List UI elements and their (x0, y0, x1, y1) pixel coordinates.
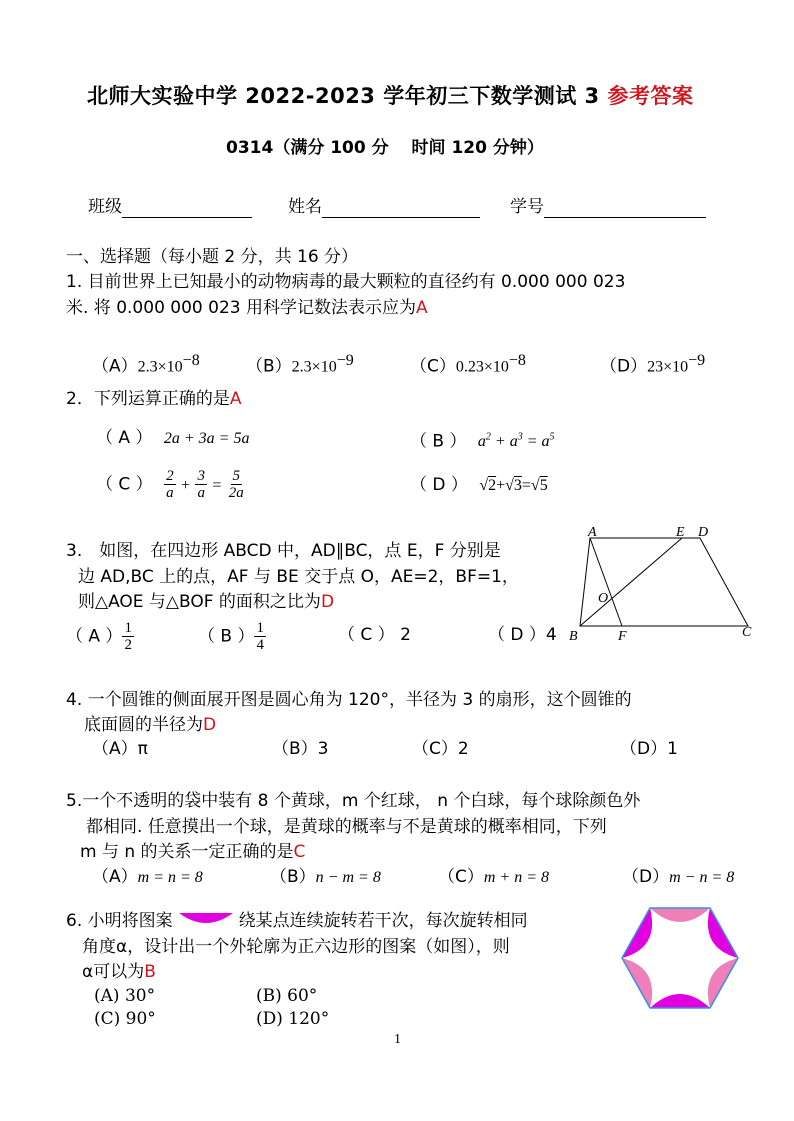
q4-answer: D (203, 715, 217, 735)
q3-opt-b-den: 4 (256, 637, 264, 653)
page-subtitle: 0314（满分 100 分 时间 120 分钟） (226, 138, 544, 158)
q1-line2 (66, 297, 428, 319)
q3-opt-a-den: 2 (124, 637, 132, 653)
label-o: O (598, 591, 609, 606)
q6-line1-pre: 6. 小明将图案 (66, 911, 173, 931)
q1-opt-b-exp: −9 (336, 352, 354, 369)
q5-option-d[interactable] (622, 866, 734, 889)
q1-opt-d-label: （D） (600, 356, 648, 377)
student-id-label: 学号 (510, 197, 544, 217)
q2-opt-b-label: （ B ） (410, 431, 467, 452)
name-label: 姓名 (288, 197, 322, 217)
q1-opt-a-exp: −8 (182, 352, 200, 369)
q3-option-b[interactable] (198, 620, 266, 653)
q3-line3 (78, 591, 334, 613)
q1-opt-a-label: （A） (92, 356, 138, 377)
q3-line2: 边 AD,BC 上的点，AF 与 BE 交于点 O，AE=2，BF=1， (78, 567, 519, 587)
q2-opt-b-expr: $a^2 + a^3 = a^5$ (477, 432, 555, 451)
q2-opt-d-expr: √2+√3=√5 (479, 477, 548, 494)
page-number: 1 (394, 1032, 401, 1047)
label-b: B (569, 629, 578, 644)
q3-option-c[interactable]: （ C ） 2 (338, 625, 411, 645)
q4-option-d[interactable]: （D）1 (620, 739, 678, 759)
label-a: A (588, 525, 597, 540)
q1-line2-text: 米. 将 0.000 000 023 用科学记数法表示应为 (66, 298, 416, 318)
q2-opt-d-label: （ D ） (410, 475, 468, 495)
q1-opt-b-label: （B） (246, 356, 292, 377)
title-main: 北师大实验中学 2022-2023 学年初三下数学测试 3 (87, 84, 608, 108)
q5-opt-b-label: （B） (270, 867, 316, 887)
q5-opt-c-expr: m + n = 8 (483, 869, 550, 886)
q2-stem (66, 388, 241, 410)
name-blank[interactable] (322, 201, 480, 218)
q3-opt-a-label: （ A ） (66, 626, 123, 647)
class-field[interactable] (88, 196, 252, 218)
q2-option-b[interactable] (410, 427, 554, 453)
class-label: 班级 (88, 197, 122, 217)
label-c: C (742, 625, 752, 640)
q5-line1: 5.一个不透明的袋中装有 8 个黄球，m 个红球， n 个白球，每个球除颜色外 (66, 791, 641, 811)
q1-opt-b-base: 2.3×10 (291, 358, 337, 376)
q4-option-a[interactable]: （A）π (92, 739, 148, 759)
q6-hexagon-figure (618, 902, 742, 1014)
q5-line3-text: m 与 n 的关系一定正确的是 (80, 842, 294, 862)
q3-opt-b-num: 1 (256, 620, 264, 636)
hexagon-outline (622, 908, 738, 1008)
q4-line2 (84, 714, 216, 736)
q2-opt-c-label: （ C ） (96, 474, 153, 495)
q6-line1 (66, 910, 528, 932)
q6-answer: B (144, 962, 156, 982)
hexagon-petals (622, 908, 738, 1008)
section-heading: 一、选择题（每小题 2 分，共 16 分） (66, 247, 359, 267)
q1-option-c[interactable] (410, 350, 526, 379)
q1-option-b[interactable] (246, 350, 354, 379)
q3-line3-text: 则△AOE 与△BOF 的面积之比为 (78, 592, 321, 612)
q2-option-c[interactable] (96, 468, 246, 501)
q2-option-d[interactable] (410, 474, 548, 497)
q3-opt-b-label: （ B ） (198, 626, 255, 647)
q3-answer: D (320, 592, 335, 612)
quad-abcd (580, 538, 748, 626)
q1-opt-d-base: 23×10 (647, 358, 689, 376)
q6-line3 (82, 961, 156, 983)
student-id-field[interactable] (510, 196, 706, 218)
q3-option-a[interactable] (66, 620, 134, 653)
label-f: F (618, 629, 627, 644)
q6-line1-post: 绕某点连续旋转若干次，每次旋转相同 (238, 911, 528, 931)
q6-option-d[interactable]: (D) 120° (256, 1009, 330, 1029)
title-answer-label: 参考答案 (607, 84, 694, 108)
petal-motif-icon (177, 911, 235, 931)
q4-option-c[interactable]: （C）2 (412, 739, 469, 759)
q4-option-b[interactable]: （B）3 (272, 739, 329, 759)
q6-option-c[interactable]: (C) 90° (94, 1009, 156, 1029)
q5-answer: C (293, 842, 306, 862)
q2-opt-a-expr: 2a + 3a = 5a (163, 430, 250, 447)
q1-answer: A (416, 298, 428, 318)
q5-opt-d-label: （D） (622, 867, 670, 887)
q2-opt-a-label: （ A ） (96, 428, 153, 448)
q2-option-a[interactable] (96, 427, 249, 450)
student-id-blank[interactable] (544, 201, 706, 218)
q5-option-b[interactable] (270, 866, 381, 889)
q5-opt-a-label: （A） (92, 867, 138, 887)
label-e: E (676, 525, 685, 540)
q2-opt-c-expr: $\frac{2}{a}$ + $\frac{3}{a}$ = $\frac{5}{2a}$ (166, 468, 244, 501)
q3-quadrilateral-figure (560, 518, 760, 648)
q1-line1: 1. 目前世界上已知最小的动物病毒的最大颗粒的直径约有 0.000 000 023 (66, 272, 626, 292)
q1-option-a[interactable] (92, 350, 200, 379)
q2-answer: A (229, 389, 242, 409)
q5-opt-b-expr: n − m = 8 (315, 869, 381, 886)
q5-option-c[interactable] (438, 866, 549, 889)
q6-option-a[interactable]: (A) 30° (94, 986, 156, 1006)
label-d: D (698, 525, 709, 540)
q1-opt-c-base: 0.23×10 (455, 358, 509, 376)
q5-opt-d-expr: m − n = 8 (669, 869, 735, 886)
q4-line2-text: 底面圆的半径为 (84, 715, 203, 735)
q1-opt-d-exp: −9 (688, 352, 706, 369)
q6-line3-text: α可以为 (82, 962, 145, 982)
q3-option-d[interactable]: （ D ）4 (488, 625, 557, 645)
q1-option-d[interactable] (600, 350, 705, 379)
q5-opt-a-expr: m = n = 8 (137, 869, 203, 886)
page-title (87, 80, 693, 110)
q6-option-b[interactable]: (B) 60° (256, 986, 318, 1006)
q5-option-a[interactable] (92, 866, 203, 889)
q1-opt-a-base: 2.3×10 (137, 358, 183, 376)
q5-opt-c-label: （C） (438, 867, 484, 887)
q2-stem-text: 2．下列运算正确的是 (66, 389, 230, 409)
q1-opt-c-label: （C） (410, 356, 456, 377)
q4-line1: 4. 一个圆锥的侧面展开图是圆心角为 120°，半径为 3 的扇形，这个圆锥的 (66, 690, 632, 710)
q3-opt-a-num: 1 (124, 620, 132, 636)
q6-line2: 角度α，设计出一个外轮廓为正六边形的图案（如图），则 (82, 937, 510, 957)
q5-line3 (80, 841, 305, 863)
name-field[interactable] (288, 196, 480, 218)
class-blank[interactable] (122, 201, 252, 218)
q5-line2: 都相同. 任意摸出一个球，是黄球的概率与不是黄球的概率相同，下列 (86, 817, 607, 837)
q3-line1: 3. 如图，在四边形 ABCD 中，AD∥BC，点 E，F 分别是 (66, 541, 501, 561)
q1-opt-c-exp: −8 (508, 352, 526, 369)
